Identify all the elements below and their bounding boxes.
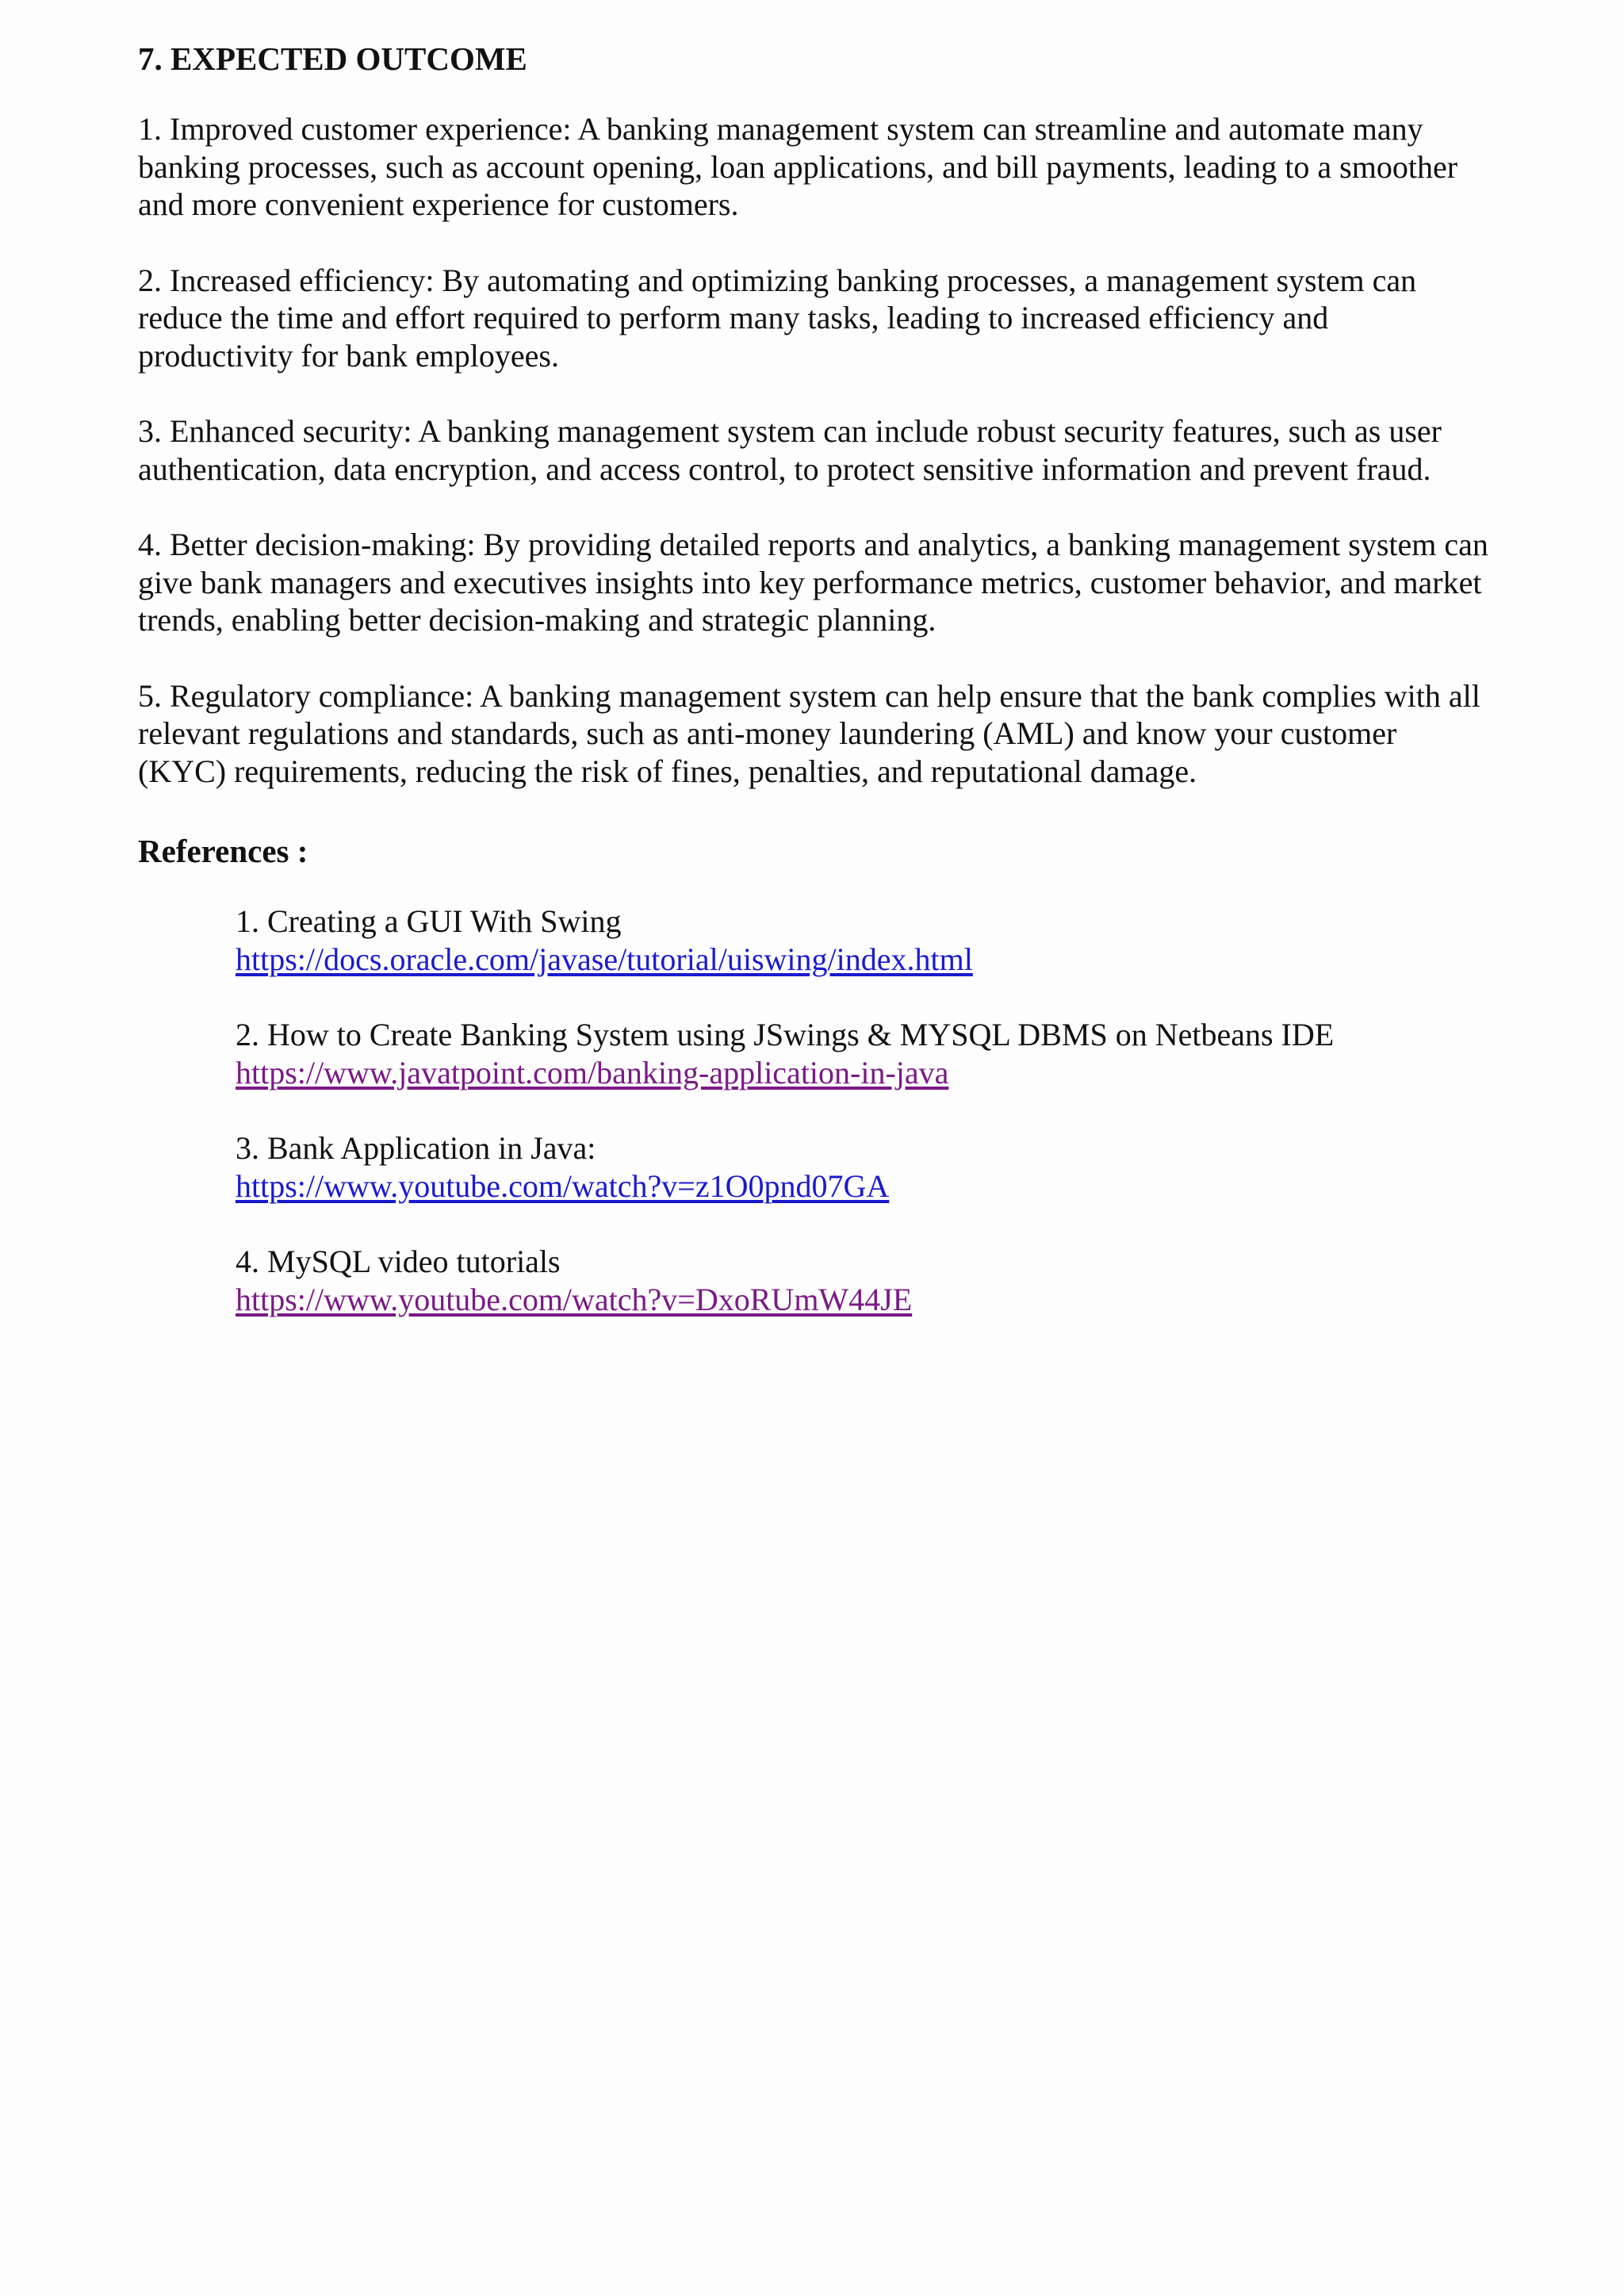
section-heading: 7. EXPECTED OUTCOME (138, 40, 527, 77)
reference-item (236, 1243, 1489, 1318)
reference-link[interactable]: https://www.youtube.com/watch?v=z1O0pnd07GA (236, 1167, 890, 1204)
outcome-paragraph: 3. Enhanced security: A banking management system can include robust security features, such as user authentication, data encryption, and access control, to protect sensitive information and prevent fraud. (138, 413, 1442, 487)
reference-item (236, 903, 1489, 978)
reference-link[interactable]: https://www.youtube.com/watch?v=DxoRUmW44JE (236, 1281, 913, 1317)
outcome-paragraph: 1. Improved customer experience: A banking management system can streamline and automate many banking processes, such as account opening, loan applications, and bill payments, leading to a smoother and more convenient experience for customers. (138, 111, 1458, 222)
outcome-paragraph: 5. Regulatory compliance: A banking management system can help ensure that the bank complies with all relevant regulations and standards, such as anti-money laundering (AML) and know your customer (KYC) requirements, reducing the risk of fines, penalties, and reputational damage. (138, 677, 1480, 789)
reference-link[interactable]: https://www.javatpoint.com/banking-application-in-java (236, 1054, 949, 1091)
reference-item (236, 1016, 1489, 1091)
reference-title: 2. How to Create Banking System using JSwings & MYSQL DBMS on Netbeans IDE (236, 1017, 1335, 1052)
reference-title: 1. Creating a GUI With Swing (236, 903, 622, 939)
outcome-paragraph: 4. Better decision-making: By providing detailed reports and analytics, a banking management system can give bank managers and executives insights into key performance metrics, customer behavior, and market trends, enabling better decision-making and strategic planning. (138, 527, 1488, 638)
reference-link[interactable]: https://docs.oracle.com/javase/tutorial/uiswing/index.html (236, 941, 973, 977)
references-heading: References : (138, 833, 308, 869)
reference-title: 4. MySQL video tutorials (236, 1244, 561, 1279)
reference-item (236, 1129, 1489, 1205)
outcome-paragraph: 2. Increased efficiency: By automating and optimizing banking processes, a management system can reduce the time and effort required to perform many tasks, leading to increased efficiency and productivity for bank employees. (138, 262, 1417, 374)
references-list (138, 903, 1489, 1318)
reference-title: 3. Bank Application in Java: (236, 1130, 596, 1166)
